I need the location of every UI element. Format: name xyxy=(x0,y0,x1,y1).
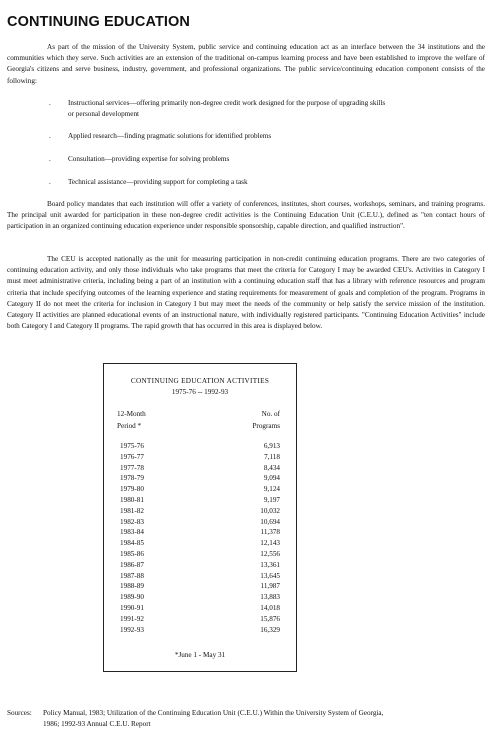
ceu-paragraph: The CEU is accepted nationally as the unit for measuring participation in non-credit continuing education programs. There are two categories of continuing education activity, and only those individuals who take programs that meet the criteria for Category I may be awarded CEU's. Activities in Category I must meet administrative criteria, including being a part of an institution with a continuing education staff that has a library with reference resources and program criteria that include specifying outcomes of the learning experience and stating requirements for measurement of goals and completion of the program. Programs in Category II do not meet the criteria for inclusion in Category I but may meet the needs of the community or help satisfy the service mission of the institution. Category II activities are planned educational events of an instructional nature, with individually registered participants. "Continuing Education Activities" include both Category I and Category II programs. The rapid growth that has occurred in this area is displayed below. xyxy=(7,255,485,331)
programs-header-line1: No. of xyxy=(261,410,280,418)
period-cell: 1979-80 xyxy=(120,485,144,494)
period-cell: 1976-77 xyxy=(120,452,144,461)
activities-table xyxy=(103,363,297,672)
sources-label: Sources: xyxy=(7,709,32,717)
period-cell: 1978-79 xyxy=(120,474,144,483)
period-cell: 1984-85 xyxy=(120,539,144,548)
programs-cell: 10,032 xyxy=(260,506,280,515)
table-subtitle: 1975-76 -- 1992-93 xyxy=(171,388,229,396)
period-cell: 1991-92 xyxy=(120,614,144,623)
table-row xyxy=(104,560,296,571)
list-item-text: Instructional services—offering primarily non-degree credit work designed for the purpose of upgrading skills or personal development xyxy=(68,99,386,119)
page-title: CONTINUING EDUCATION xyxy=(7,14,190,30)
list-item-text: Technical assistance—providing support for completing a task xyxy=(68,178,248,186)
table-row xyxy=(104,452,296,463)
period-cell: 1988-89 xyxy=(120,582,144,591)
table-row xyxy=(104,495,296,506)
period-column-header xyxy=(117,409,146,432)
table-row xyxy=(104,517,296,528)
period-cell: 1975-76 xyxy=(120,442,144,450)
period-cell: 1985-86 xyxy=(120,549,144,558)
programs-cell: 14,018 xyxy=(260,603,280,612)
programs-cell: 9,197 xyxy=(263,495,280,504)
period-cell: 1990-91 xyxy=(120,603,144,612)
table-row xyxy=(104,581,296,592)
programs-cell: 7,118 xyxy=(264,452,280,461)
list-item-text: Consultation—providing expertise for solving problems xyxy=(68,155,230,163)
period-cell: 1989-90 xyxy=(120,593,144,602)
table-row xyxy=(104,538,296,549)
table-row xyxy=(104,527,296,538)
table-row xyxy=(104,592,296,603)
period-header-line1: 12-Month xyxy=(117,410,146,418)
sources-note xyxy=(7,708,485,730)
table-row xyxy=(104,463,296,474)
list-item-text: Applied research—finding pragmatic solutions for identified problems xyxy=(68,132,272,140)
period-cell: 1986-87 xyxy=(120,560,144,569)
period-cell: 1983-84 xyxy=(120,528,144,537)
period-cell: 1992-93 xyxy=(120,625,144,634)
programs-cell: 11,987 xyxy=(260,582,280,591)
bullet-marker: . xyxy=(49,155,51,163)
programs-cell: 15,876 xyxy=(260,614,280,623)
bullet-marker: . xyxy=(49,178,51,186)
programs-column-header xyxy=(244,409,280,432)
programs-cell: 13,883 xyxy=(260,593,280,602)
table-row xyxy=(104,614,296,625)
sources-line2: 1986; 1992-93 Annual C.E.U. Report xyxy=(43,720,151,728)
table-row xyxy=(104,506,296,517)
bullet-marker: . xyxy=(49,99,51,107)
intro-paragraph: As part of the mission of the University System, public service and continuing education act as an interface between the 34 institutions and the communities which they serve. Such activities are an extension of the traditional on-campus learning process and have been established to improve the welfare of Georgia's citizens and serve business, industry, government, and professional organizations. The public service/continuing education component consists of the following: xyxy=(7,43,485,85)
table-row xyxy=(104,625,296,636)
programs-header-line2: Programs xyxy=(252,421,280,430)
bullet-marker: . xyxy=(49,132,51,140)
policy-paragraph: Board policy mandates that each institution will offer a variety of conferences, institutes, short courses, workshops, seminars, and training programs. The principal unit awarded for participation in these non-degree credit activities is the Continuing Education Unit (C.E.U.), defined as "ten contact hours of participation in an organized continuing education experience under responsible sponsorship, capable direction, and qualified instruction". xyxy=(7,200,485,231)
period-header-line2: Period * xyxy=(117,421,142,430)
sources-line1: Policy Manual, 1983; Utilization of the Continuing Education Unit (C.E.U.) Within the University System of Georgia, xyxy=(43,709,384,717)
table-title: CONTINUING EDUCATION ACTIVITIES xyxy=(130,377,270,385)
programs-cell: 11,378 xyxy=(260,528,280,537)
table-footnote: *June 1 - May 31 xyxy=(174,651,226,659)
programs-cell: 6,913 xyxy=(263,442,280,450)
programs-cell: 10,694 xyxy=(260,517,280,526)
period-cell: 1982-83 xyxy=(120,517,144,526)
period-cell: 1977-78 xyxy=(120,463,144,472)
programs-cell: 16,329 xyxy=(260,625,280,634)
table-row xyxy=(104,484,296,495)
programs-cell: 12,143 xyxy=(260,539,280,548)
programs-cell: 8,434 xyxy=(263,463,280,472)
table-row xyxy=(104,603,296,614)
programs-cell: 13,645 xyxy=(260,571,280,580)
programs-cell: 12,556 xyxy=(260,549,280,558)
period-cell: 1980-81 xyxy=(120,495,144,504)
table-row xyxy=(104,571,296,582)
table-row xyxy=(104,441,296,452)
period-cell: 1981-82 xyxy=(120,506,144,515)
table-body xyxy=(104,441,296,635)
table-row xyxy=(104,473,296,484)
programs-cell: 13,361 xyxy=(260,560,280,569)
programs-cell: 9,094 xyxy=(263,474,280,483)
period-cell: 1987-88 xyxy=(120,571,144,580)
programs-cell: 9,124 xyxy=(263,485,280,494)
table-row xyxy=(104,549,296,560)
